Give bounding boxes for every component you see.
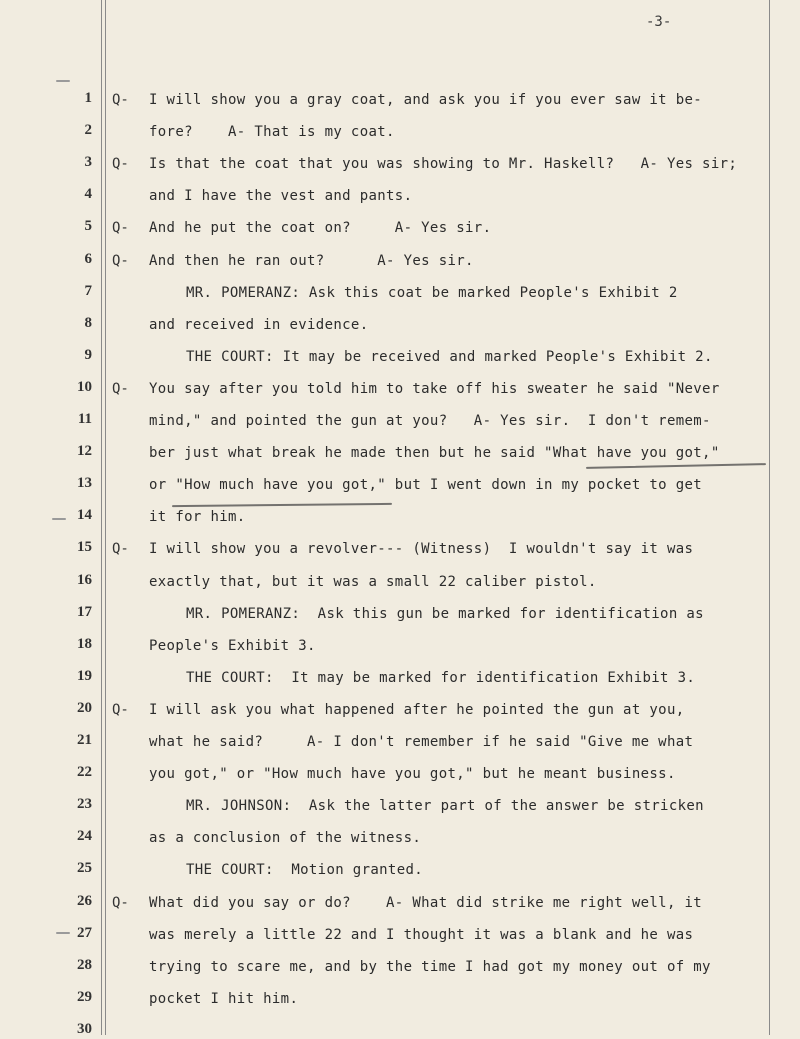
line-number: 25 [77, 860, 92, 876]
line-number: 10 [77, 379, 92, 395]
line-number: 20 [77, 700, 92, 716]
transcript-line-text: MR. POMERANZ: Ask this gun be marked for identification as [186, 606, 704, 622]
transcript-line-text: and I have the vest and pants. [149, 188, 413, 204]
handwritten-underline [172, 503, 392, 507]
question-marker: Q- [112, 895, 129, 911]
line-number: 30 [77, 1021, 92, 1037]
transcript-line-text: You say after you told him to take off his sweater he said "Never [149, 381, 720, 397]
transcript-line-text: was merely a little 22 and I thought it was a blank and he was [149, 927, 694, 943]
margin-tick [56, 80, 70, 82]
transcript-line-text: Is that the coat that you was showing to Mr. Haskell? A- Yes sir; [149, 156, 738, 172]
transcript-line-text: what he said? A- I don't remember if he said "Give me what [149, 734, 694, 750]
transcript-line-text: And he put the coat on? A- Yes sir. [149, 220, 492, 236]
question-marker: Q- [112, 92, 129, 108]
line-number: 18 [77, 636, 92, 652]
line-number: 29 [77, 989, 92, 1005]
transcript-line-text: What did you say or do? A- What did strike me right well, it [149, 895, 703, 911]
transcript-line-text: THE COURT: It may be received and marked People's Exhibit 2. [186, 349, 713, 365]
page-number: -3- [646, 14, 672, 30]
line-number: 27 [77, 925, 92, 941]
transcript-line-text: ber just what break he made then but he said "What have you got," [149, 445, 720, 461]
line-number: 24 [77, 828, 92, 844]
transcript-line-text: And then he ran out? A- Yes sir. [149, 253, 474, 269]
line-number: 19 [77, 668, 92, 684]
transcript-line-text: mind," and pointed the gun at you? A- Yes sir. I don't remem- [149, 413, 711, 429]
transcript-line-text: pocket I hit him. [149, 991, 299, 1007]
line-number: 1 [84, 90, 92, 106]
transcript-line-text: exactly that, but it was a small 22 caliber pistol. [149, 574, 597, 590]
line-number: 21 [77, 732, 92, 748]
line-number: 11 [77, 411, 92, 427]
line-number: 15 [77, 539, 92, 555]
line-number: 4 [84, 186, 92, 202]
line-number: 12 [77, 443, 92, 459]
line-number: 9 [84, 347, 92, 363]
line-number: 5 [84, 218, 92, 234]
transcript-line-text: THE COURT: Motion granted. [186, 862, 424, 878]
question-marker: Q- [112, 220, 129, 236]
transcript-line-text: it for him. [149, 509, 246, 525]
question-marker: Q- [112, 541, 129, 557]
line-number: 23 [77, 796, 92, 812]
transcript-line-text: as a conclusion of the witness. [149, 830, 422, 846]
line-number: 2 [84, 122, 92, 138]
question-marker: Q- [112, 253, 129, 269]
line-number: 22 [77, 764, 92, 780]
line-number: 6 [84, 251, 92, 267]
transcript-line-text: MR. POMERANZ: Ask this coat be marked People's Exhibit 2 [186, 285, 678, 301]
line-number: 8 [84, 315, 92, 331]
question-marker: Q- [112, 702, 129, 718]
transcript-line-text: People's Exhibit 3. [149, 638, 316, 654]
transcript-line-text: I will show you a revolver--- (Witness) I wouldn't say it was [149, 541, 694, 557]
transcript-line-text: THE COURT: It may be marked for identification Exhibit 3. [186, 670, 696, 686]
question-marker: Q- [112, 381, 129, 397]
question-marker: Q- [112, 156, 129, 172]
line-number: 13 [77, 475, 92, 491]
handwritten-underline [586, 463, 766, 469]
transcript-line-text: I will ask you what happened after he pointed the gun at you, [149, 702, 685, 718]
transcript-line-text: you got," or "How much have you got," but he meant business. [149, 766, 676, 782]
line-number: 16 [77, 572, 92, 588]
transcript-line-text: MR. JOHNSON: Ask the latter part of the answer be stricken [186, 798, 704, 814]
line-number: 14 [77, 507, 92, 523]
line-number: 26 [77, 893, 92, 909]
line-number: 7 [84, 283, 92, 299]
transcript-line-text: trying to scare me, and by the time I had got my money out of my [149, 959, 711, 975]
margin-rule-left-inner [105, 0, 106, 1035]
transcript-line-text: fore? A- That is my coat. [149, 124, 395, 140]
transcript-line-text: and received in evidence. [149, 317, 369, 333]
margin-rule-left [101, 0, 102, 1035]
transcript-line-text: I will show you a gray coat, and ask you if you ever saw it be- [149, 92, 703, 108]
line-number: 28 [77, 957, 92, 973]
line-number: 3 [84, 154, 92, 170]
margin-rule-right [769, 0, 770, 1035]
line-number: 17 [77, 604, 92, 620]
transcript-line-text: or "How much have you got," but I went down in my pocket to get [149, 477, 703, 493]
